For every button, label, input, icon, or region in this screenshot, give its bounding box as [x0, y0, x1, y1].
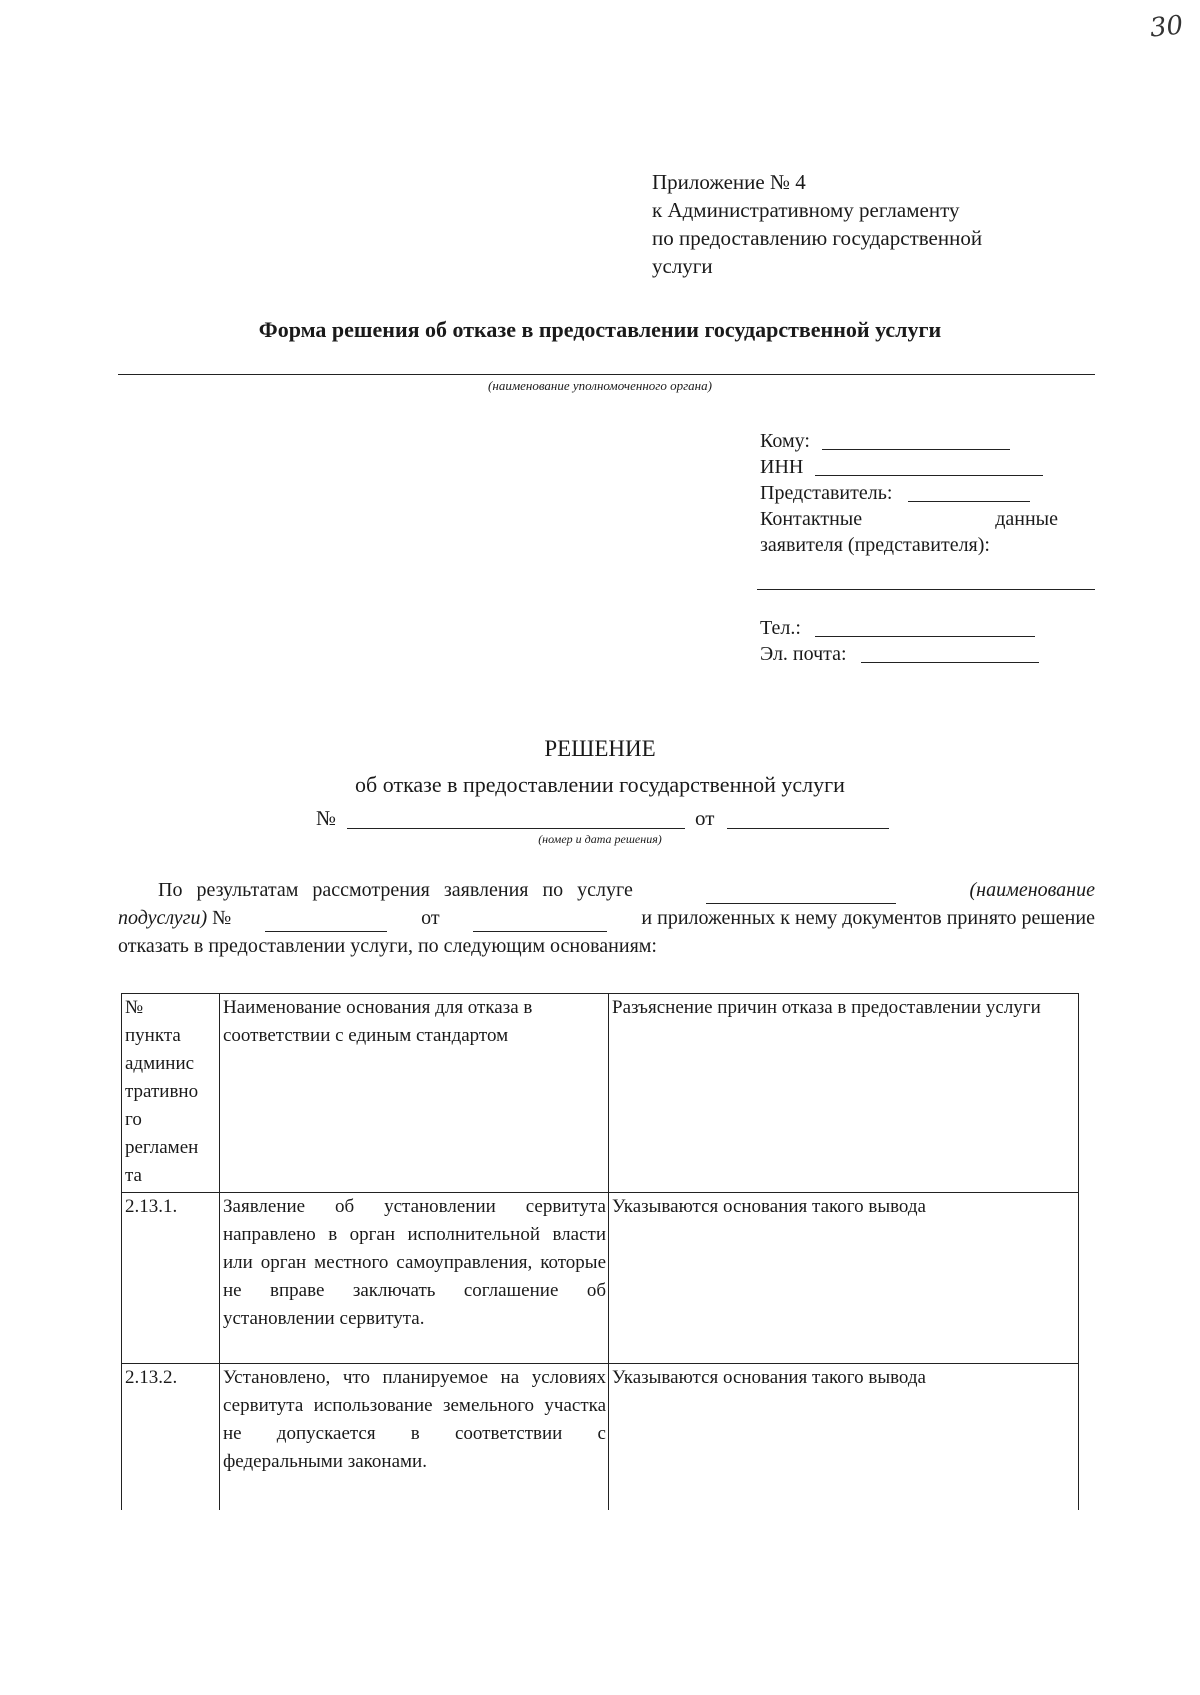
inn-field[interactable]: [815, 455, 1043, 476]
header-explanation: Разъяснение причин отказа в предоставлении услуги: [609, 994, 1079, 1193]
table-row: [122, 1364, 1079, 1511]
header-ground-name: Наименование основания для отказа в соответствии с единым стандартом: [220, 994, 609, 1193]
decision-from-word: от: [695, 806, 715, 830]
body-from-word: от: [421, 907, 440, 929]
appendix-line-2: к Административному регламенту: [652, 198, 960, 222]
row-2-explanation: Указываются основания такого вывода: [609, 1364, 1079, 1511]
email-row: [760, 641, 1058, 667]
body-line-1-start: По результатам рассмотрения заявления по услуге: [158, 879, 633, 901]
decision-subtitle: об отказе в предоставлении государственной услуги: [355, 772, 845, 797]
table-row: [122, 1193, 1079, 1364]
row-2-ground: Установлено, что планируемое на условиях сервитута использование земельного участка не допускается в соответствии с федеральными законами.: [220, 1364, 609, 1511]
decision-date-field[interactable]: [727, 828, 889, 829]
recipient-contacts: [760, 615, 1058, 667]
appendix-line-4: услуги: [652, 254, 713, 278]
authority-name-line[interactable]: [118, 374, 1095, 375]
appendix-header: [652, 168, 982, 280]
decision-title: РЕШЕНИЕ: [544, 736, 656, 761]
body-line-2: [118, 904, 1095, 932]
refusal-grounds-table: [121, 993, 1079, 1510]
contact-data-field[interactable]: [757, 589, 1095, 590]
row-1-number: 2.13.1.: [122, 1193, 220, 1364]
contact-word-1: Контактные: [760, 508, 863, 530]
authority-caption: (наименование уполномоченного органа): [488, 378, 712, 393]
to-field[interactable]: [822, 429, 1010, 450]
appendix-line-3: по предоставлению государственной: [652, 226, 983, 250]
decision-number-sign: №: [316, 806, 337, 830]
row-1-ground: Заявление об установлении сервитута направлено в орган исполнительной власти или орган местного самоуправления, которые не вправе заключать соглашение об установлении сервитута.: [220, 1193, 609, 1364]
body-paragraph: [118, 876, 1095, 960]
body-line-1: [118, 876, 1095, 904]
form-title: Форма решения об отказе в предоставлении государственной услуги: [258, 317, 942, 342]
to-label: Кому:: [760, 430, 810, 452]
body-num-sign: №: [212, 907, 232, 929]
phone-field[interactable]: [815, 616, 1035, 637]
row-1-explanation: Указываются основания такого вывода: [609, 1193, 1079, 1364]
representative-label: Представитель:: [760, 482, 893, 504]
contact-word-2: данные: [995, 508, 1058, 530]
email-label: Эл. почта:: [760, 643, 847, 665]
application-number-field[interactable]: [265, 913, 387, 932]
body-subservice: подуслуги): [118, 907, 208, 929]
phone-row: [760, 615, 1058, 641]
recipient-to-row: [760, 428, 1058, 454]
recipient-block: [760, 428, 1058, 558]
row-2-number: 2.13.2.: [122, 1364, 220, 1511]
body-line-3: отказать в предоставлении услуги, по следующим основаниям:: [118, 935, 657, 957]
body-line-2-rest: и приложенных к нему документов принято решение: [641, 907, 1095, 929]
header-clause-number: № пункта админис тративно го регламен та: [122, 994, 220, 1193]
contact-line-2: заявителя (представителя):: [760, 534, 990, 556]
representative-field[interactable]: [908, 481, 1030, 502]
table-header-row: [122, 994, 1079, 1193]
page-number: 30: [1148, 10, 1185, 44]
body-line-1-name: (наименование: [969, 879, 1095, 901]
phone-label: Тел.:: [760, 617, 801, 639]
email-field[interactable]: [861, 642, 1039, 663]
application-date-field[interactable]: [473, 913, 607, 932]
decision-number-field[interactable]: [347, 828, 685, 829]
contact-line-1: [760, 506, 1058, 532]
decision-number-caption: (номер и дата решения): [538, 832, 662, 846]
recipient-inn-row: [760, 454, 1058, 480]
recipient-representative-row: [760, 480, 1058, 506]
inn-label: ИНН: [760, 456, 804, 478]
appendix-line-1: Приложение № 4: [652, 170, 806, 194]
service-name-field[interactable]: [706, 885, 896, 904]
